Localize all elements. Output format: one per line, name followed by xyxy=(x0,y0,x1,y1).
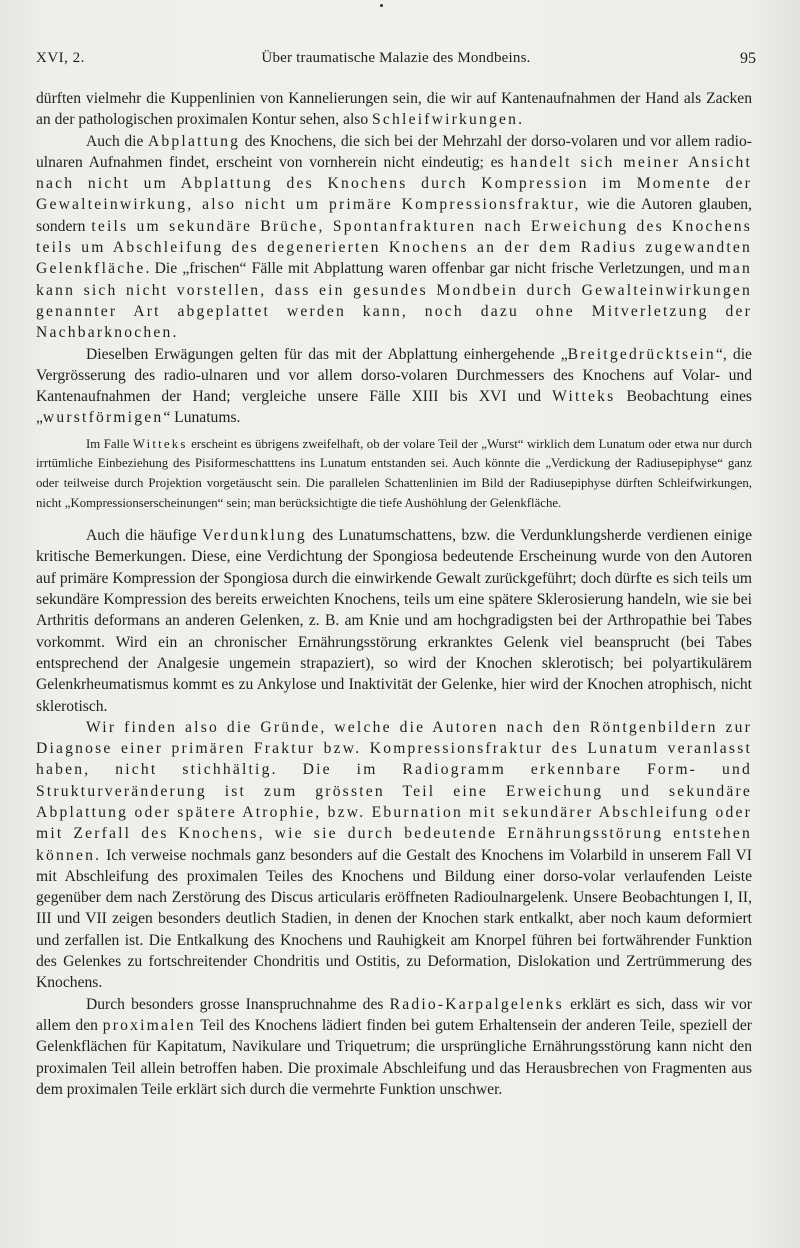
emphasis-run: handelt sich meiner Ansicht nach nicht um Abplattung des Knochens durch Kompression im Momente der Gewalteinwirkung, also nicht um primäre Kompressionsfraktur, xyxy=(36,153,752,214)
text-run: Ich verweise nochmals ganz besonders auf die Gestalt des Knochens im Volarbild in unserem Fall VI mit Abschleifung des proximalen Teiles des Knochens und Bildung einer dorso-volar verlaufenden Leiste gegenüber dem nach Zerstörung des Discus articularis eröffneten Radioulnargelenk. Unsere Beobachtungen I, II, III und VII zeigen besonders deutlich Stadien, in denen der Knochen stark entkalkt, aber noch kaum deformiert und zerfallen ist. Die Entkalkung des Knochens und Rauhigkeit am Knorpel führen bei fortwährender Funktion des Gelenkes zu fortschreitender Chondritis und Ostitis, zu Deformation, Dislokation und Zertrümmerung des Knochens. xyxy=(36,846,752,992)
emphasis-run: Schleifwirkungen xyxy=(372,111,519,129)
page-number: 95 xyxy=(740,50,756,67)
paragraph-3 xyxy=(36,344,752,429)
text-run: “, die Vergrösserung des radio-ulnaren und vor allem dorso-volaren Durchmessers des Knochens auf Volar- und Kantenaufnahmen der Hand; vergleiche unsere Fälle XIII bis XVI und xyxy=(36,345,752,406)
volume-number: XVI, 2. xyxy=(36,50,85,66)
text-run: des Lunatumschattens, bzw. die Verdunklungsherde verdienen einige kritische Bemerkungen. Diese, eine Verdichtung der Spongiosa bedeutende Erscheinung wurde von den Autoren auf primäre Kompression der Spongiosa durch die einwirkende Gewalt zurückgeführt; doch dürfte es sich teils um sekundäre Kompression des bereits erweichten Knochens, teils um eine spätere Sklerosierung handeln, wie sie bei Arthritis deformans an anderen Gelenken, z. B. am Knie und am hochgradigsten bei der Arthropathie bei Tabes vorkommt. Wird ein an chronischer Ernährungsstörung erkranktes Gelenk viel beansprucht (bei Tabes entsprechend der Analgesie ungemein strapaziert), so wird der Knochen sklerotisch; bei polyartikulärem Gelenkrheumatismus kommt es zu Ankylose und Inaktivität der Gelenke, hier wird der Knochen atrophisch, nicht sklerotisch. xyxy=(36,527,753,715)
paragraph-4 xyxy=(36,525,752,717)
text-run: des Knochens, die sich bei der Mehrzahl der dorso-volaren und vor allem radio-ulnaren Aufnahmen findet, erscheint von vornherein nicht eindeutig; es xyxy=(36,132,752,171)
emphasis-run: Witteks xyxy=(552,388,616,406)
emphasis-run: proximalen xyxy=(102,1016,196,1034)
paragraph-6 xyxy=(36,994,752,1100)
text-run: Dieselben Erwägungen gelten für das mit der Abplattung einhergehende „ xyxy=(86,345,568,363)
text-run: . xyxy=(518,111,523,129)
paragraph-1 xyxy=(36,88,752,131)
emphasis-run: man kann sich nicht vorstellen, dass ein gesundes Mondbein durch Gewalteinwirkungen genannter Art abgeplattet werden kann, noch dazu ohne Mitverletzung der Nachbarknochen xyxy=(36,260,752,342)
emphasis-run: wurstförmigen xyxy=(42,409,164,427)
emphasis-run: Verdunklung xyxy=(202,527,307,545)
text-run: . xyxy=(172,324,177,342)
emphasis-run: teils um sekundäre Brüche, Spontanfrakturen nach Erweichung des Knochens teils um Abschleifung des degenerierten Knochens an der dem Radius zugewandten Gelenkfläche xyxy=(36,217,752,278)
text-run: Durch besonders grosse Inanspruchnahme des xyxy=(86,995,390,1013)
footnote xyxy=(36,435,752,513)
text-run: erscheint es übrigens zweifelhaft, ob der volare Teil der „Wurst“ wirklich dem Lunatum oder etwa nur durch irrtümliche Einbeziehung des Pisiformeschatttens ins Lunatum entstanden sei. Auch könnte die „Verdickung der Radiusepiphyse“ ganz oder teilweise durch Projektion vorgetäuscht sein. Die parallelen Schattenlinien im Bild der Radiusepiphyse dürften Schleifwirkungen, nicht „Kompressionserscheinungen“ sein; man berücksichtigte die tiefe Aushöhlung der Gelenkfläche. xyxy=(36,436,753,510)
paragraph-5 xyxy=(36,717,752,994)
text-run: . Die „frischen“ Fälle mit Abplattung waren offenbar gar nicht frische Verletzungen, und xyxy=(145,260,719,278)
text-run: Auch die häufige xyxy=(86,527,203,545)
text-run: “ Lunatums. xyxy=(163,409,241,427)
text-run: erklärt es sich, dass wir vor allem den xyxy=(36,995,752,1034)
text-run: wie die Autoren glauben, sondern xyxy=(36,196,752,235)
print-speck xyxy=(380,4,383,7)
emphasis-run: Witteks xyxy=(132,436,188,451)
text-run: Beobachtung eines „ xyxy=(36,388,752,427)
text-run: dürften vielmehr die Kuppenlinien von Kannelierungen sein, die wir auf Kantenaufnahmen der Hand als Zacken an der pathologischen proximalen Kontur sehen, also xyxy=(36,90,752,129)
running-header xyxy=(36,50,756,74)
text-run: Teil des Knochens lädiert finden bei gutem Erhaltensein der anderen Teile, speziell der Gelenkflächen für Kapitatum, Navikulare und Triquetrum; die ursprüngliche Ernährungsstörung kann nicht den proximalen Teil allein betroffen haben. Die proximale Abschleifung und das Herausbrechen von Fragmenten aus dem proximalen Teile erklärt sich durch die vermehrte Funktion unschwer. xyxy=(36,1016,752,1098)
text-body xyxy=(36,88,752,1100)
emphasis-run: Radio-Karpalgelenks xyxy=(389,995,564,1013)
text-run: Im Falle xyxy=(86,436,133,451)
text-run: Auch die xyxy=(86,132,148,150)
emphasis-run: Breitgedrücktsein xyxy=(567,345,716,363)
running-title: Über traumatische Malazie des Mondbeins. xyxy=(261,50,531,66)
paragraph-2 xyxy=(36,131,752,344)
emphasis-run: Wir finden also die Gründe, welche die Autoren nach den Röntgenbildern zur Diagnose einer primären Fraktur bzw. Kompressionsfraktur des Lunatum veranlasst haben, nicht stichhältig. Die im Radiogramm erkennbare Form- und Strukturveränderung ist zum grössten Teil eine Erweichung und sekundäre Abplattung oder spätere Atrophie, bzw. Eburnation mit sekundärer Abschleifung oder mit Zerfall des Knochens, wie sie durch bedeutende Ernährungsstörung entstehen können. xyxy=(36,718,752,864)
emphasis-run: Abplattung xyxy=(147,132,241,150)
